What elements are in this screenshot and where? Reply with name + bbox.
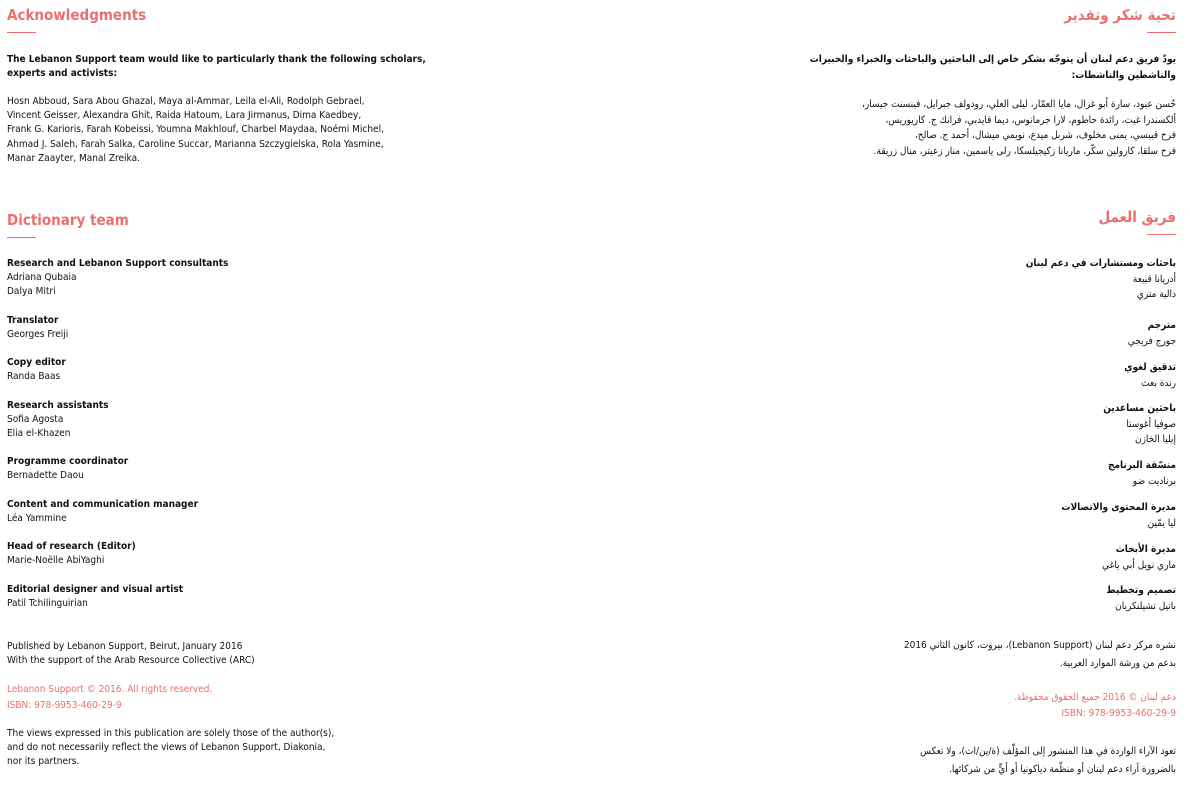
ack-title-en: Acknowledgments: [7, 6, 147, 24]
team-role-en: Copy editor Randa Baas: [7, 357, 66, 383]
heading-rule: [1147, 32, 1176, 33]
isbn-en: ISBN: 978-9953-460-29-9: [7, 700, 122, 712]
published-en: Published by Lebanon Support, Beirut, January 2016 With the support of the Arab Resource Collective (ARC): [7, 641, 255, 667]
team-title-en: Dictionary team: [7, 211, 129, 229]
rights-en: Lebanon Support © 2016. All rights reserved. ISBN: 978-9953-460-29-9: [7, 683, 407, 713]
ack-heading-ar: [776, 6, 1176, 33]
team-role-ar: باحثين مساعدين صوفيا أغوستا إيليا الخازن: [1103, 403, 1176, 445]
ack-heading-en: [7, 6, 407, 33]
team-role-en: Research assistants Sofia Agosta Elia el-Khazen: [7, 400, 109, 440]
team-role-en: Head of research (Editor) Marie-Noëlle AbiYaghi: [7, 541, 136, 567]
team-role-ar: مديرة المحتوى والاتصالات ليا يمّين: [1061, 502, 1176, 529]
team-heading-ar: [776, 208, 1176, 235]
ack-title-ar: تحية شكر وتقدير: [1064, 6, 1176, 24]
published-ar: نشره مركز دعم لبنان (Lebanon Support)، بيروت، كانون الثاني 2016 بدعم من ورشة الموارد العربية.: [903, 640, 1176, 669]
disclaimer-ar: تعود الآراء الواردة في هذا المنشور إلى المؤلّف (ة/ين/ات)، ولا تعكس بالضرورة آراء دعم لبنان أو منظّمة دياكونيا أو أيٍّ من شركائها.: [920, 746, 1176, 775]
disclaimer-en: The views expressed in this publication are solely those of the author(s), and do not necessarily reflect the views of Lebanon Support, Diakonia, nor its partners.: [7, 728, 335, 768]
team-role-ar: مديرة الأبحاث ماري نويل أبي ياغي: [1102, 544, 1176, 571]
heading-rule: [7, 32, 36, 33]
isbn-ar: ISBN: 978-9953-460-29-9: [1061, 707, 1176, 719]
rights-ar: دعم لبنان © 2016 جميع الحقوق محفوظة. ISBN: 978-9953-460-29-9: [776, 690, 1176, 721]
team-role-en: Research and Lebanon Support consultants Adriana Qubaia Dalya Mitri: [7, 258, 229, 298]
team-role-en: Programme coordinator Bernadette Daou: [7, 456, 129, 482]
team-role-en: Content and communication manager Léa Yammine: [7, 499, 199, 525]
heading-rule: [1147, 234, 1176, 235]
team-role-ar: باحثات ومستشارات في دعم لبنان أدريانا قبيعة دالية متري: [1025, 258, 1176, 300]
team-heading-en: [7, 211, 407, 238]
team-role-ar: مترجم جورج فريجي: [1127, 320, 1176, 347]
team-role-en: Editorial designer and visual artist Patil Tchilinguirian: [7, 584, 184, 610]
heading-rule: [7, 237, 36, 238]
team-title-ar: فريق العمل: [1098, 208, 1176, 226]
team-role-en: Translator Georges Freiji: [7, 315, 69, 341]
ack-intro-ar: يودّ فريق دعم لبنان أن يتوجّه بشكر خاص إلى الباحثين والباحثات والخبراء والخبيرات والناشطين والناشطات:: [809, 54, 1176, 81]
ack-names-en: Hosn Abboud, Sara Abou Ghazal, Maya al-Ammar, Leila el-Ali, Rodolph Gebrael, Vincent Geisser, Alexandra Ghit, Raida Hatoum, Lara Jirmanus, Dima Kaedbey, Frank G. Karioris, Farah Kobeissi, Youmna Makhlouf, Charbel Maydaa, Noémi Michel, Ahmad J. Saleh, Farah Salka, Caroline Succar, Marianna Szczygielska, Rola Yasmine, Manar Zaayter, Manal Zreika.: [7, 96, 384, 164]
ack-intro-en: The Lebanon Support team would like to particularly thank the following scholars, experts and activists:: [7, 54, 426, 80]
ack-names-ar: حُسن عبود، سارة أبو غزال، مايا العمّار، ليلى العلي، رودولف جبرايل، فينسنت جيسار، ألكسندرا غيت، رائدة حاطوم، لارا جرمانوس، ديما قايدبي، فرانك ج. كاريوريس، فرح قبيسي، يمنى مخلوف، شربل ميدع، نويمي ميشال، أحمد ج. صالح، فرح سلقا، كارولين سكّر، ماريانا زكيجيلسكا، رلى ياسمين، منار زعيتر، منال زريقة.: [861, 99, 1176, 157]
team-role-ar: تصميم وتخطيط باتيل تشيلنكريان: [1106, 585, 1176, 612]
team-role-ar: تدقيق لغوي رندة بعث: [1124, 362, 1176, 389]
team-role-ar: منسّقة البرنامج برناديت ضو: [1108, 460, 1176, 487]
